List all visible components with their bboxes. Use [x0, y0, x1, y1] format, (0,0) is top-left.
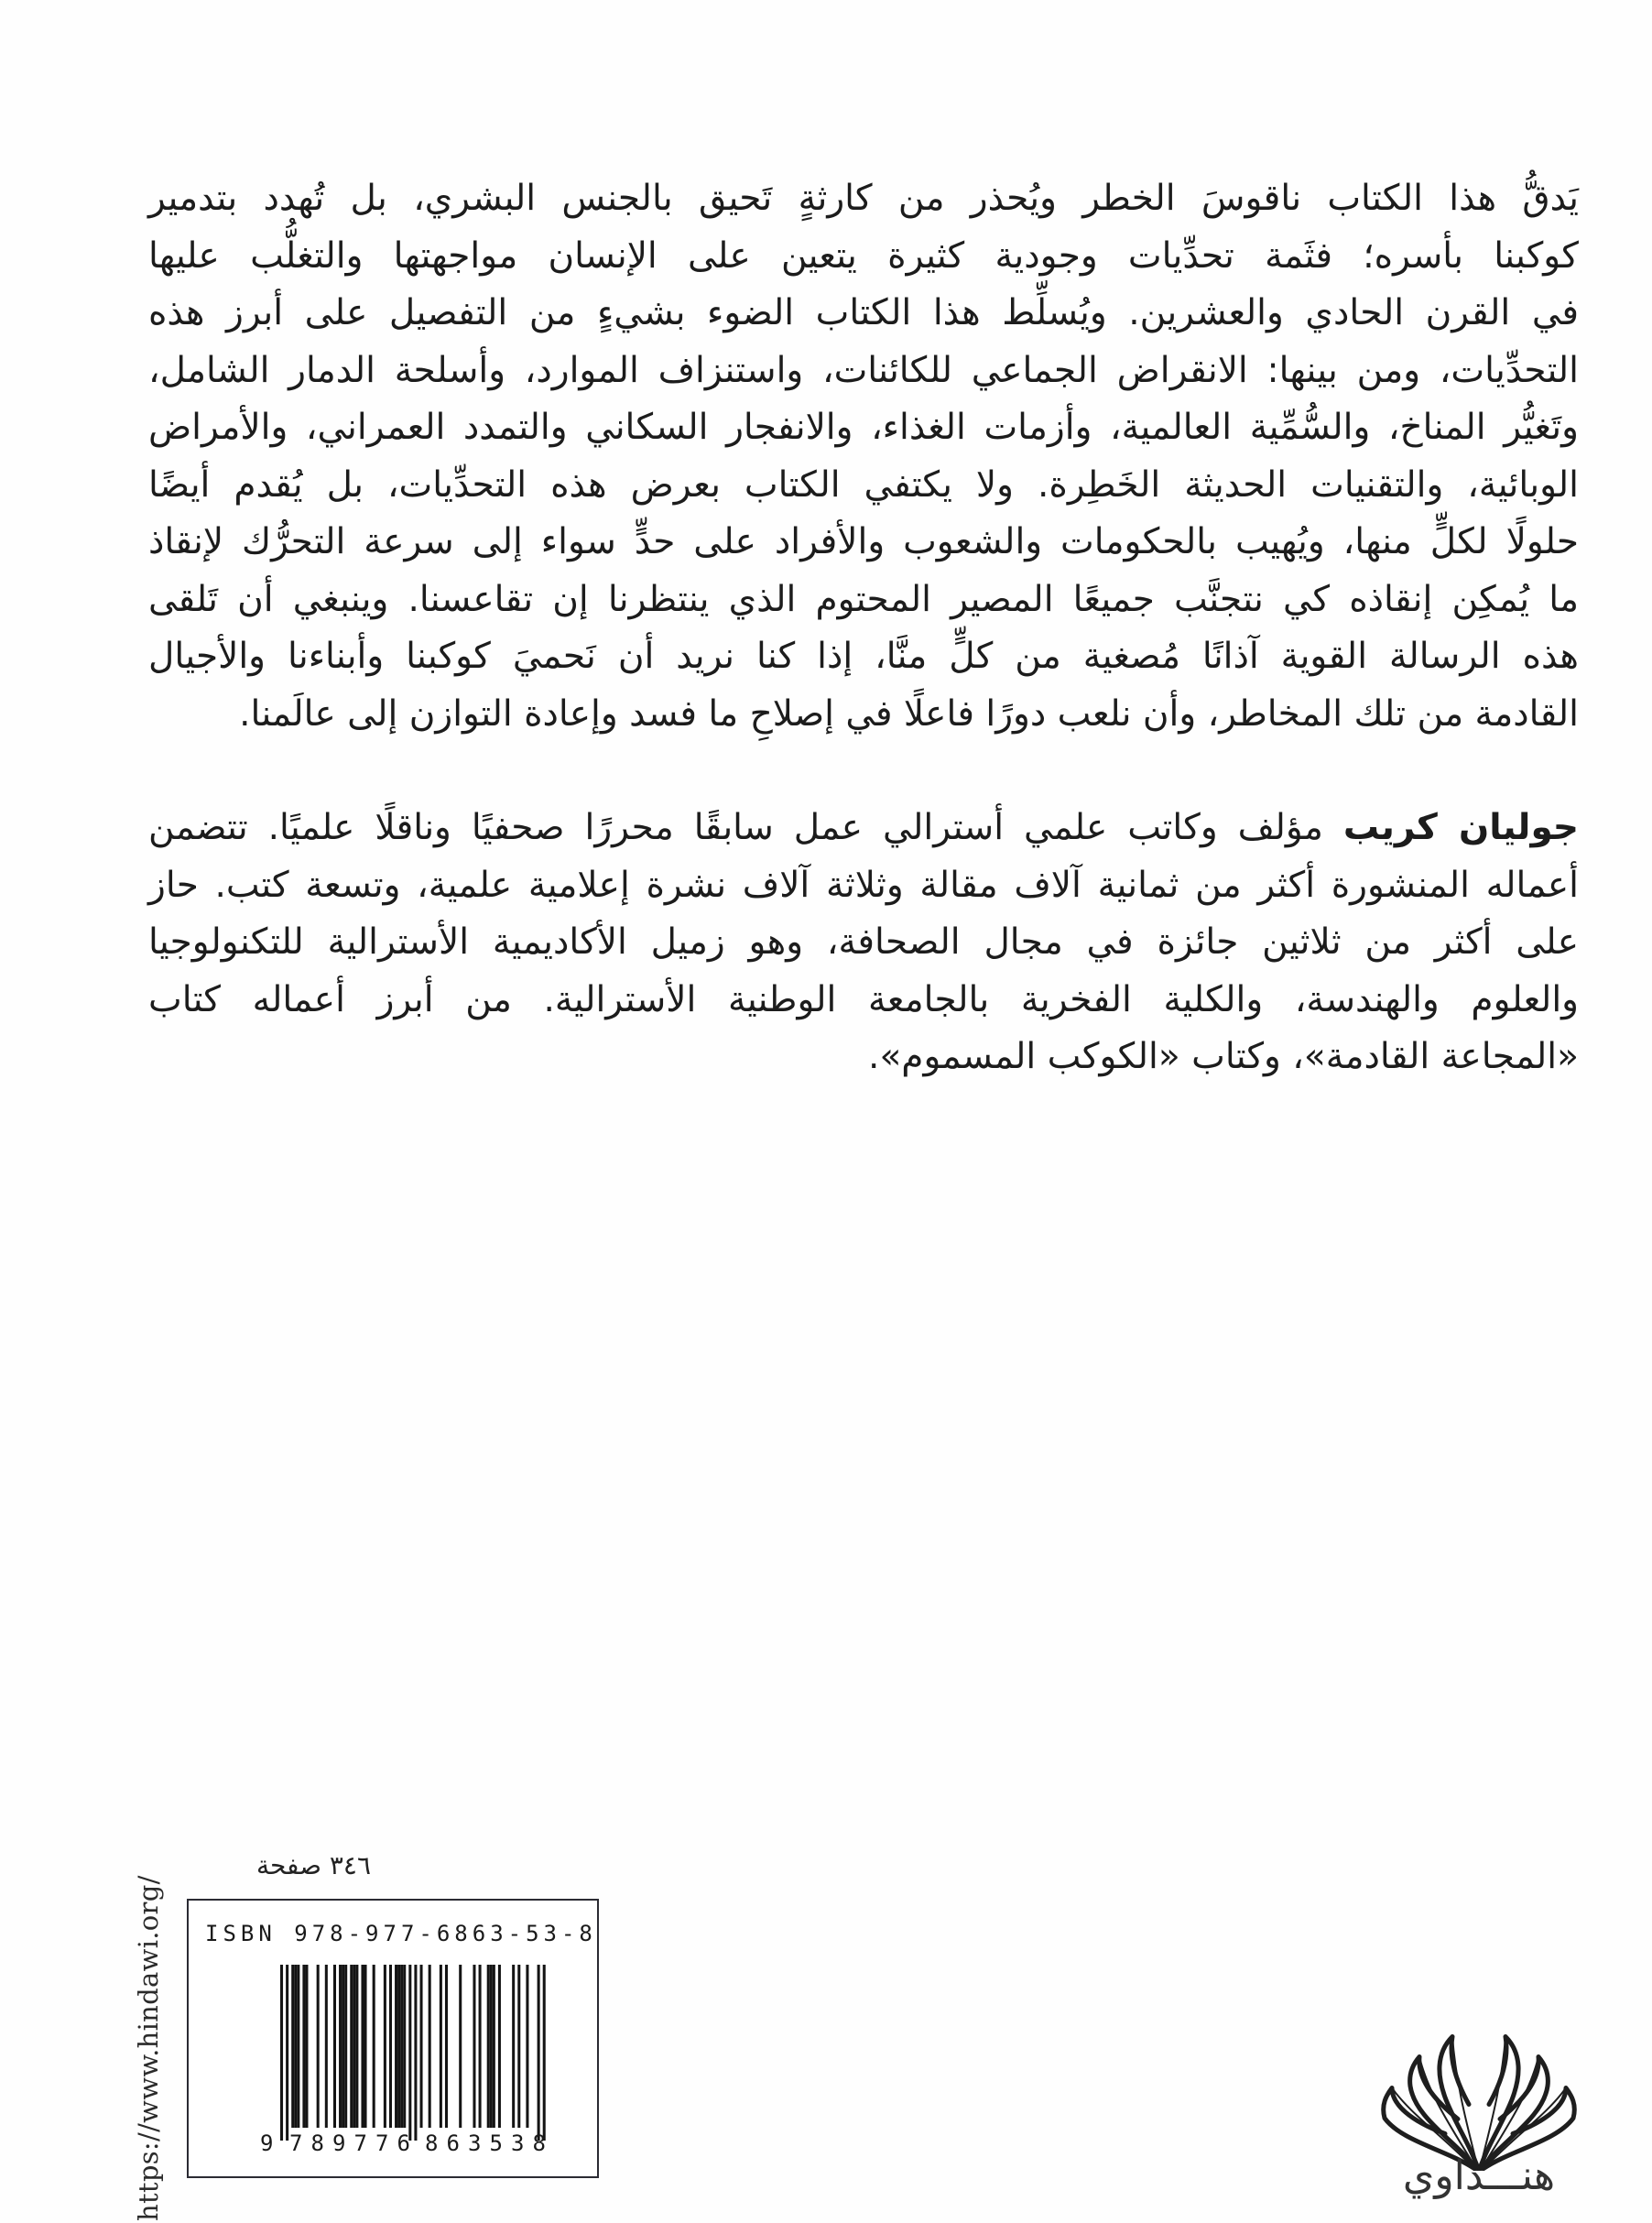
author-bio-line [148, 800, 1579, 857]
barcode-guard-bar [286, 1965, 288, 2141]
description-line: الوبائية، والتقنيات الحديثة الخَطِرة. ولا يكتفي الكتاب بعرض هذه التحدِّيات، بل يُقدم أيضًا [148, 463, 1579, 506]
barcode-bar [487, 1965, 490, 2128]
barcode-bar [403, 1965, 406, 2128]
barcode-bar [355, 1965, 358, 2128]
barcode-bar [445, 1965, 448, 2128]
barcode-bar [294, 1965, 297, 2128]
barcode-guard-bar [280, 1965, 283, 2141]
barcode-bar [400, 1965, 403, 2128]
barcode-bar [305, 1965, 308, 2128]
barcode-bar [440, 1965, 442, 2128]
barcode-bar [479, 1965, 482, 2128]
barcode-digit-first: 9 [260, 2130, 274, 2156]
barcode-bar [361, 1965, 364, 2128]
description-line: حلولًا لكلٍّ منها، ويُهيب بالحكومات والشعوب والأفراد على حدٍّ سواء إلى سرعة التحرُّك لإنقاذ [148, 521, 1579, 562]
publisher-name: هنـــداوي [1402, 2152, 1556, 2199]
description-line: وتَغيُّر المناخ، والسُّمِّية العالمية، وأزمات الغذاء، والانفجار السكاني والتمدد العمراني، والأمراض [148, 407, 1579, 448]
barcode-bars [280, 1965, 546, 2141]
author-bio-line: أعماله المنشورة أكثر من ثمانية آلاف مقالة وثلاثة آلاف نشرة إعلامية علمية، وتسعة كتب. حاز [148, 864, 1579, 906]
barcode-guard-bar [408, 1965, 411, 2141]
barcode-bar [325, 1965, 328, 2128]
barcode-bar [373, 1965, 375, 2128]
author-bio-line: على أكثر من ثلاثين جائزة في مجال الصحافة، وهو زميل الأكاديمية الأسترالية للتكنولوجيا [148, 921, 1579, 963]
isbn-barcode-box [187, 1899, 599, 2178]
barcode-bar [364, 1965, 367, 2128]
description-line: ما يُمكِن إنقاذه كي نتجنَّب جميعًا المصير المحتوم الذي ينتظرنا إن تقاعسنا. وينبغي أن تَلقى [148, 578, 1579, 620]
barcode-bar [291, 1965, 294, 2128]
publisher-url[interactable]: https://www.hindawi.org/ [133, 1875, 164, 2221]
page-count: ٣٤٦ صفحة [255, 1850, 371, 1880]
barcode-bar [512, 1965, 515, 2128]
barcode-bar [384, 1965, 386, 2128]
barcode-guard-bar [538, 1965, 540, 2141]
barcode-digits-right: 863538 [425, 2130, 546, 2156]
barcode-bar [350, 1965, 353, 2128]
barcode-guard-bar [543, 1965, 546, 2141]
barcode-bar [297, 1965, 299, 2128]
barcode-bar [493, 1965, 495, 2128]
author-bio-intro: مؤلف وكاتب علمي أسترالي عمل سابقًا محررًا صحفيًا وناقلًا علميًا. تتضمن [148, 807, 1343, 848]
description-line: في القرن الحادي والعشرين. ويُسلِّط هذا الكتاب الضوء بشيءٍ من التفصيل على أبرز هذه [148, 292, 1579, 333]
barcode-bar [302, 1965, 305, 2128]
barcode-bar [526, 1965, 528, 2128]
barcode-bar [317, 1965, 320, 2128]
description-line: يَدقُّ هذا الكتاب ناقوسَ الخطر ويُحذر من كارثةٍ تَحيق بالجنس البشري، بل تُهدد بتدمير [148, 178, 1579, 219]
description-line: هذه الرسالة القوية آذانًا مُصغية من كلٍّ منَّا، إذا كنا نريد أن نَحميَ كوكبنا وأبناءنا والأجيال [148, 636, 1579, 677]
back-cover-text [148, 170, 1579, 1086]
barcode-bar [498, 1965, 501, 2128]
barcode-bar [342, 1965, 344, 2128]
description-line: القادمة من تلك المخاطر، وأن نلعب دورًا فاعلًا في إصلاحِ ما فسد وإعادة التوازن إلى عالَمنا. [239, 692, 1579, 735]
isbn-label: ISBN 978-977-6863-53-8 [205, 1921, 597, 1946]
barcode-bar [344, 1965, 347, 2128]
barcode-bar [389, 1965, 392, 2128]
barcode-bar [517, 1965, 520, 2128]
description-line: التحدِّيات، ومن بينها: الانقراض الجماعي للكائنات، واستنزاف الموارد، وأسلحة الدمار الشامل، [148, 349, 1579, 391]
barcode-bar [473, 1965, 475, 2128]
author-bio-line: «المجاعة القادمة»، وكتاب «الكوكب المسموم». [868, 1036, 1579, 1077]
barcode-bar [490, 1965, 493, 2128]
author-bio-line: والعلوم والهندسة، والكلية الفخرية بالجامعة الوطنية الأسترالية. من أبرز أعماله كتاب [148, 978, 1579, 1020]
barcode-digits-left: 789776 [289, 2130, 410, 2156]
barcode-bar [397, 1965, 400, 2128]
author-name: جوليان كريب [1342, 807, 1579, 848]
description-line: كوكبنا بأسره؛ فثَمة تحدِّيات وجودية كثيرة يتعين على الإنسان مواجهتها والتغلُّب عليها [148, 234, 1579, 277]
barcode-bar [339, 1965, 342, 2128]
barcode-bar [395, 1965, 397, 2128]
barcode-bar [429, 1965, 431, 2128]
barcode-bar [459, 1965, 462, 2128]
barcode [205, 1965, 590, 2166]
book-description [148, 170, 1579, 743]
barcode-bar [333, 1965, 336, 2128]
barcode-guard-bar [414, 1965, 417, 2141]
author-bio [148, 800, 1579, 1086]
barcode-bar [420, 1965, 423, 2128]
barcode-bar [353, 1965, 355, 2128]
